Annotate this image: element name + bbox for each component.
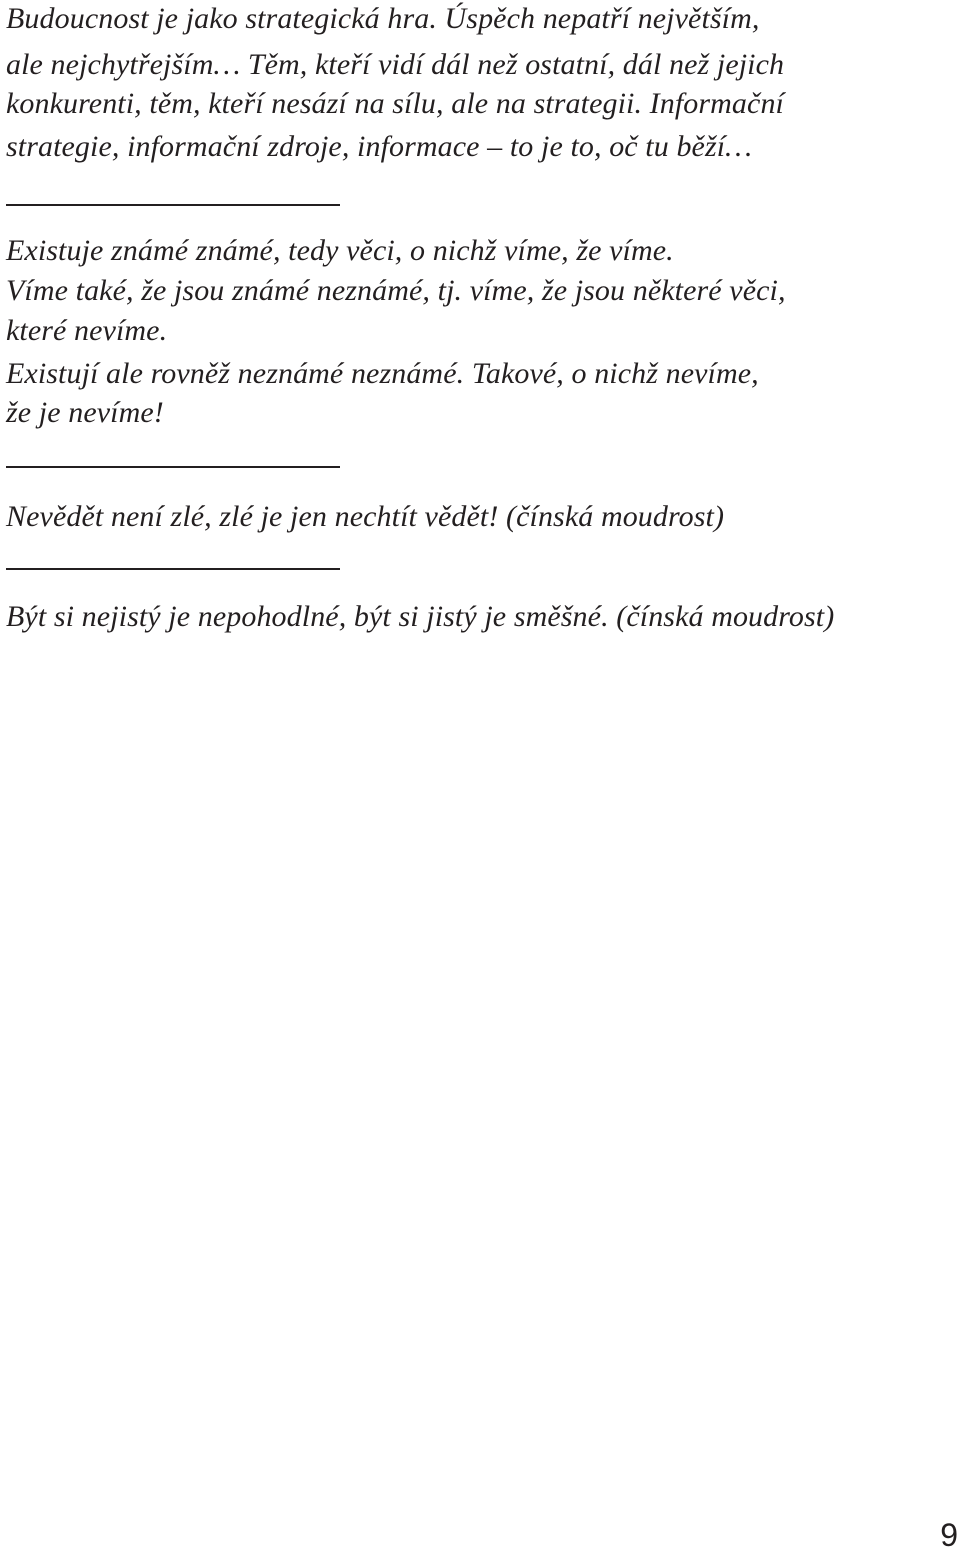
- page-number: 9: [940, 1517, 958, 1553]
- paragraph-line: které nevíme.: [6, 314, 168, 347]
- paragraph-line: strategie, informační zdroje, informace – to je to, oč tu běží…: [6, 130, 752, 163]
- quote-line: Nevědět není zlé, zlé je jen nechtít vědět! (čínská moudrost): [6, 500, 725, 533]
- paragraph-line: Existují ale rovněž neznámé neznámé. Takové, o nichž nevíme,: [6, 357, 759, 390]
- paragraph-line: Víme také, že jsou známé neznámé, tj. víme, že jsou některé věci,: [6, 274, 786, 307]
- paragraph-line: že je nevíme!: [6, 396, 164, 429]
- quote-line: Být si nejistý je nepohodlné, být si jistý je směšné. (čínská moudrost): [6, 600, 835, 633]
- paragraph-line: konkurenti, těm, kteří nesází na sílu, ale na strategii. Informační: [6, 87, 784, 120]
- separator-rule: [6, 204, 340, 206]
- paragraph-line: Existuje známé známé, tedy věci, o nichž víme, že víme.: [6, 234, 674, 267]
- paragraph-line: Budoucnost je jako strategická hra. Úspěch nepatří největším,: [6, 2, 760, 35]
- paragraph-line: ale nejchytřejším… Těm, kteří vidí dál než ostatní, dál než jejich: [6, 48, 785, 81]
- separator-rule: [6, 466, 340, 468]
- separator-rule: [6, 568, 340, 570]
